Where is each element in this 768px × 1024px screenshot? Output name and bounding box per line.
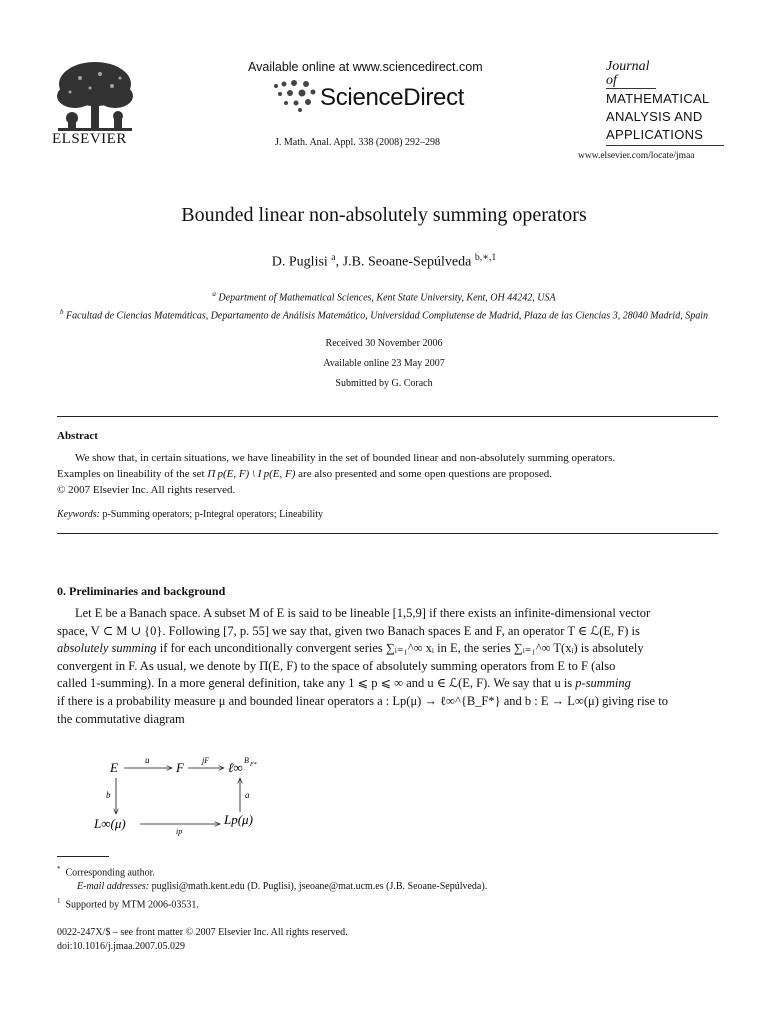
commutative-diagram bbox=[94, 752, 300, 842]
journal-title-block bbox=[606, 60, 724, 146]
abstract-heading: Abstract bbox=[57, 430, 98, 442]
submitted-by: Submitted by G. Corach bbox=[335, 378, 433, 389]
keywords-list: p-Summing operators; p-Integral operators; Lineability bbox=[99, 509, 323, 520]
issn-line: 0022-247X/$ – see front matter © 2007 Elsevier Inc. All rights reserved. bbox=[57, 927, 348, 938]
body-line bbox=[57, 675, 718, 693]
node-Lp: Lp(μ) bbox=[224, 812, 253, 827]
divider bbox=[57, 533, 718, 534]
author-affil-mark[interactable]: a bbox=[331, 252, 336, 263]
abstract-text-part: Examples on lineability of the set bbox=[57, 468, 208, 480]
footnote-rule bbox=[57, 856, 109, 857]
abstract-text-2 bbox=[57, 466, 718, 482]
affiliations bbox=[40, 287, 728, 324]
body-text-part: called 1-summing). In a more general definition, take any 1 ⩽ p ⩽ ∞ and u ∈ ℒ(E, F). We say that u is bbox=[57, 676, 576, 691]
journal-name-line-2: ANALYSIS AND bbox=[606, 109, 703, 124]
keywords-label: Keywords: bbox=[57, 509, 100, 520]
emphasis: p-summing bbox=[575, 676, 631, 691]
journal-rule bbox=[606, 145, 724, 146]
received-date: Received 30 November 2006 bbox=[325, 338, 443, 349]
available-date: Available online 23 May 2007 bbox=[323, 358, 445, 369]
label-jF: jF bbox=[202, 756, 210, 765]
affiliation-b bbox=[40, 305, 728, 323]
divider bbox=[57, 416, 718, 417]
publisher-name: ELSEVIER bbox=[52, 131, 127, 147]
node-linf: ℓ∞ bbox=[228, 760, 243, 775]
front-matter-info bbox=[57, 926, 348, 954]
available-online-text[interactable]: Available online at www.sciencedirect.com bbox=[248, 60, 483, 74]
label-u: u bbox=[145, 755, 150, 765]
footnote-mark: 1 bbox=[57, 897, 61, 906]
label-b: b bbox=[106, 790, 111, 800]
node-linf-sup: B bbox=[244, 756, 249, 765]
sciencedirect-dots-icon bbox=[270, 78, 318, 114]
abstract-copyright: © 2007 Elsevier Inc. All rights reserved. bbox=[57, 484, 236, 496]
abstract-math: Π p(E, F) \ I p(E, F) bbox=[207, 468, 296, 480]
author-list bbox=[0, 252, 768, 271]
body-text-part: if for each unconditionally convergent series ∑ᵢ₌₁^∞ xᵢ in E, the series ∑ᵢ₌₁^∞ T(xᵢ) is absolutely bbox=[156, 641, 644, 656]
footnote-funding bbox=[57, 894, 487, 912]
journal-url-link[interactable]: www.elsevier.com/locate/jmaa bbox=[578, 151, 695, 161]
section-heading: 0. Preliminaries and background bbox=[57, 584, 226, 598]
body-line bbox=[57, 640, 718, 658]
footnote-emails bbox=[57, 880, 487, 894]
author-affil-mark[interactable]: b,∗,1 bbox=[474, 252, 497, 263]
journal-citation: J. Math. Anal. Appl. 338 (2008) 292–298 bbox=[275, 137, 440, 148]
article-title: Bounded linear non-absolutely summing operators bbox=[181, 204, 587, 226]
body-line: convergent in F. As usual, we denote by Π(E, F) to the space of absolutely summing operators from E to F (also bbox=[57, 658, 616, 673]
node-E: E bbox=[110, 760, 118, 775]
affiliation-a bbox=[40, 287, 728, 305]
article-dates bbox=[0, 334, 768, 394]
node-Linf: L∞(μ) bbox=[94, 816, 126, 831]
abstract-body bbox=[57, 450, 718, 498]
node-linf-subsup: F* bbox=[250, 762, 257, 768]
body-line: Let E be a Banach space. A subset M of E is said to be lineable [1,5,9] if there exists an infinite-dimensional vector bbox=[75, 606, 651, 620]
affil-text: Department of Mathematical Sciences, Kent State University, Kent, OH 44242, USA bbox=[218, 292, 556, 304]
label-ip: ip bbox=[176, 827, 183, 836]
keywords bbox=[57, 509, 323, 520]
doi-link[interactable]: doi:10.1016/j.jmaa.2007.05.029 bbox=[57, 941, 186, 952]
sciencedirect-wordmark: ScienceDirect bbox=[320, 84, 465, 111]
section-body bbox=[57, 605, 718, 728]
body-line: the commutative diagram bbox=[57, 711, 185, 726]
footnotes bbox=[57, 862, 487, 913]
footnote-text: Supported by MTM 2006-03531. bbox=[65, 899, 199, 911]
abstract-text-part: are also presented and some open questions are proposed. bbox=[295, 468, 553, 480]
author-name[interactable]: D. Puglisi bbox=[271, 254, 328, 270]
affil-mark: b bbox=[60, 308, 64, 317]
body-line: space, V ⊂ M ∪ {0}. Following [7, p. 55] we say that, given two Banach spaces E and F, an operator T ∈ ℒ(E, F) is bbox=[57, 623, 640, 638]
node-F: F bbox=[176, 760, 184, 775]
body-line: if there is a probability measure μ and bounded linear operators a : Lp(μ) → ℓ∞^{B_F*} and b : E → L∞(μ) giving rise to bbox=[57, 693, 668, 708]
label-a: a bbox=[245, 790, 250, 800]
emphasis: absolutely summing bbox=[57, 641, 157, 656]
author-name[interactable]: J.B. Seoane-Sepúlveda bbox=[342, 254, 472, 270]
footnote-mark: * bbox=[57, 865, 61, 873]
footnote-text: Corresponding author. bbox=[65, 867, 155, 879]
journal-name-line-1: MATHEMATICAL bbox=[606, 91, 710, 106]
journal-name-line-3: APPLICATIONS bbox=[606, 127, 704, 142]
email-addresses[interactable]: puglisi@math.kent.edu (D. Puglisi), jseoane@mat.ucm.es (J.B. Seoane-Sepúlveda). bbox=[149, 881, 488, 893]
journal-of-script: Journal of bbox=[606, 60, 656, 89]
footnote-corresponding bbox=[57, 862, 487, 880]
email-label: E-mail addresses: bbox=[77, 881, 150, 893]
affil-text: Facultad de Ciencias Matemáticas, Departamento de Análisis Matemático, Universidad Complutense de Madrid, Plaza de las Ciencias 3, 28040 Madrid, Spain bbox=[66, 310, 708, 322]
affil-mark: a bbox=[212, 290, 216, 298]
author-separator: , bbox=[335, 254, 343, 270]
abstract-text: We show that, in certain situations, we have lineability in the set of bounded linear and non-absolutely summing operators. bbox=[75, 452, 616, 464]
